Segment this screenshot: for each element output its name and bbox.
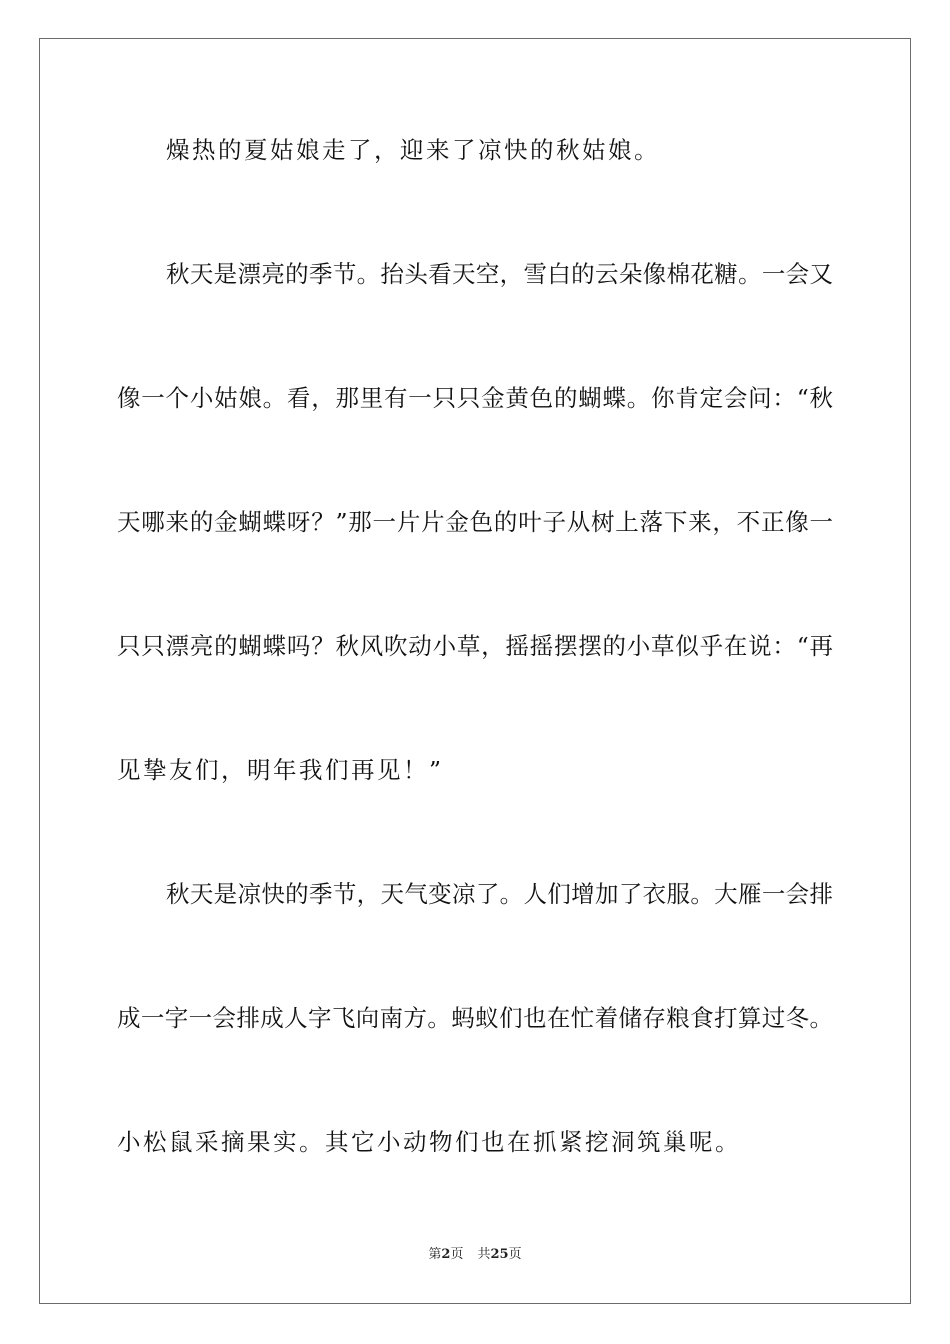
text-line-8: 成一字一会排成人字飞向南方。蚂蚁们也在忙着储存粮食打算过冬。 — [117, 1004, 833, 1032]
page-border — [39, 38, 911, 1304]
text-line-6: 见挚友们，明年我们再见！” — [117, 756, 444, 784]
text-line-2: 秋天是漂亮的季节。抬头看天空，雪白的云朵像棉花糖。一会又 — [166, 260, 833, 288]
total-pages: 25 — [490, 1247, 509, 1262]
text-line-3: 像一个小姑娘。看，那里有一只只金黄色的蝴蝶。你肯定会问：“秋 — [117, 384, 833, 412]
total-suffix: 页 — [508, 1247, 522, 1262]
page-number: 2 — [441, 1247, 451, 1262]
page-footer — [0, 1246, 950, 1264]
page-prefix: 第 — [428, 1247, 442, 1262]
page-suffix: 页 — [450, 1247, 464, 1262]
text-line-4: 天哪来的金蝴蝶呀？”那一片片金色的叶子从树上落下来，不正像一 — [117, 508, 833, 536]
text-line-5: 只只漂亮的蝴蝶吗？秋风吹动小草，摇摇摆摆的小草似乎在说：“再 — [117, 632, 833, 660]
total-prefix: 共 — [477, 1247, 491, 1262]
text-line-1: 燥热的夏姑娘走了，迎来了凉快的秋姑娘。 — [166, 136, 660, 164]
text-line-9: 小松鼠采摘果实。其它小动物们也在抓紧挖洞筑巢呢。 — [117, 1128, 741, 1156]
text-line-7: 秋天是凉快的季节，天气变凉了。人们增加了衣服。大雁一会排 — [166, 880, 833, 908]
